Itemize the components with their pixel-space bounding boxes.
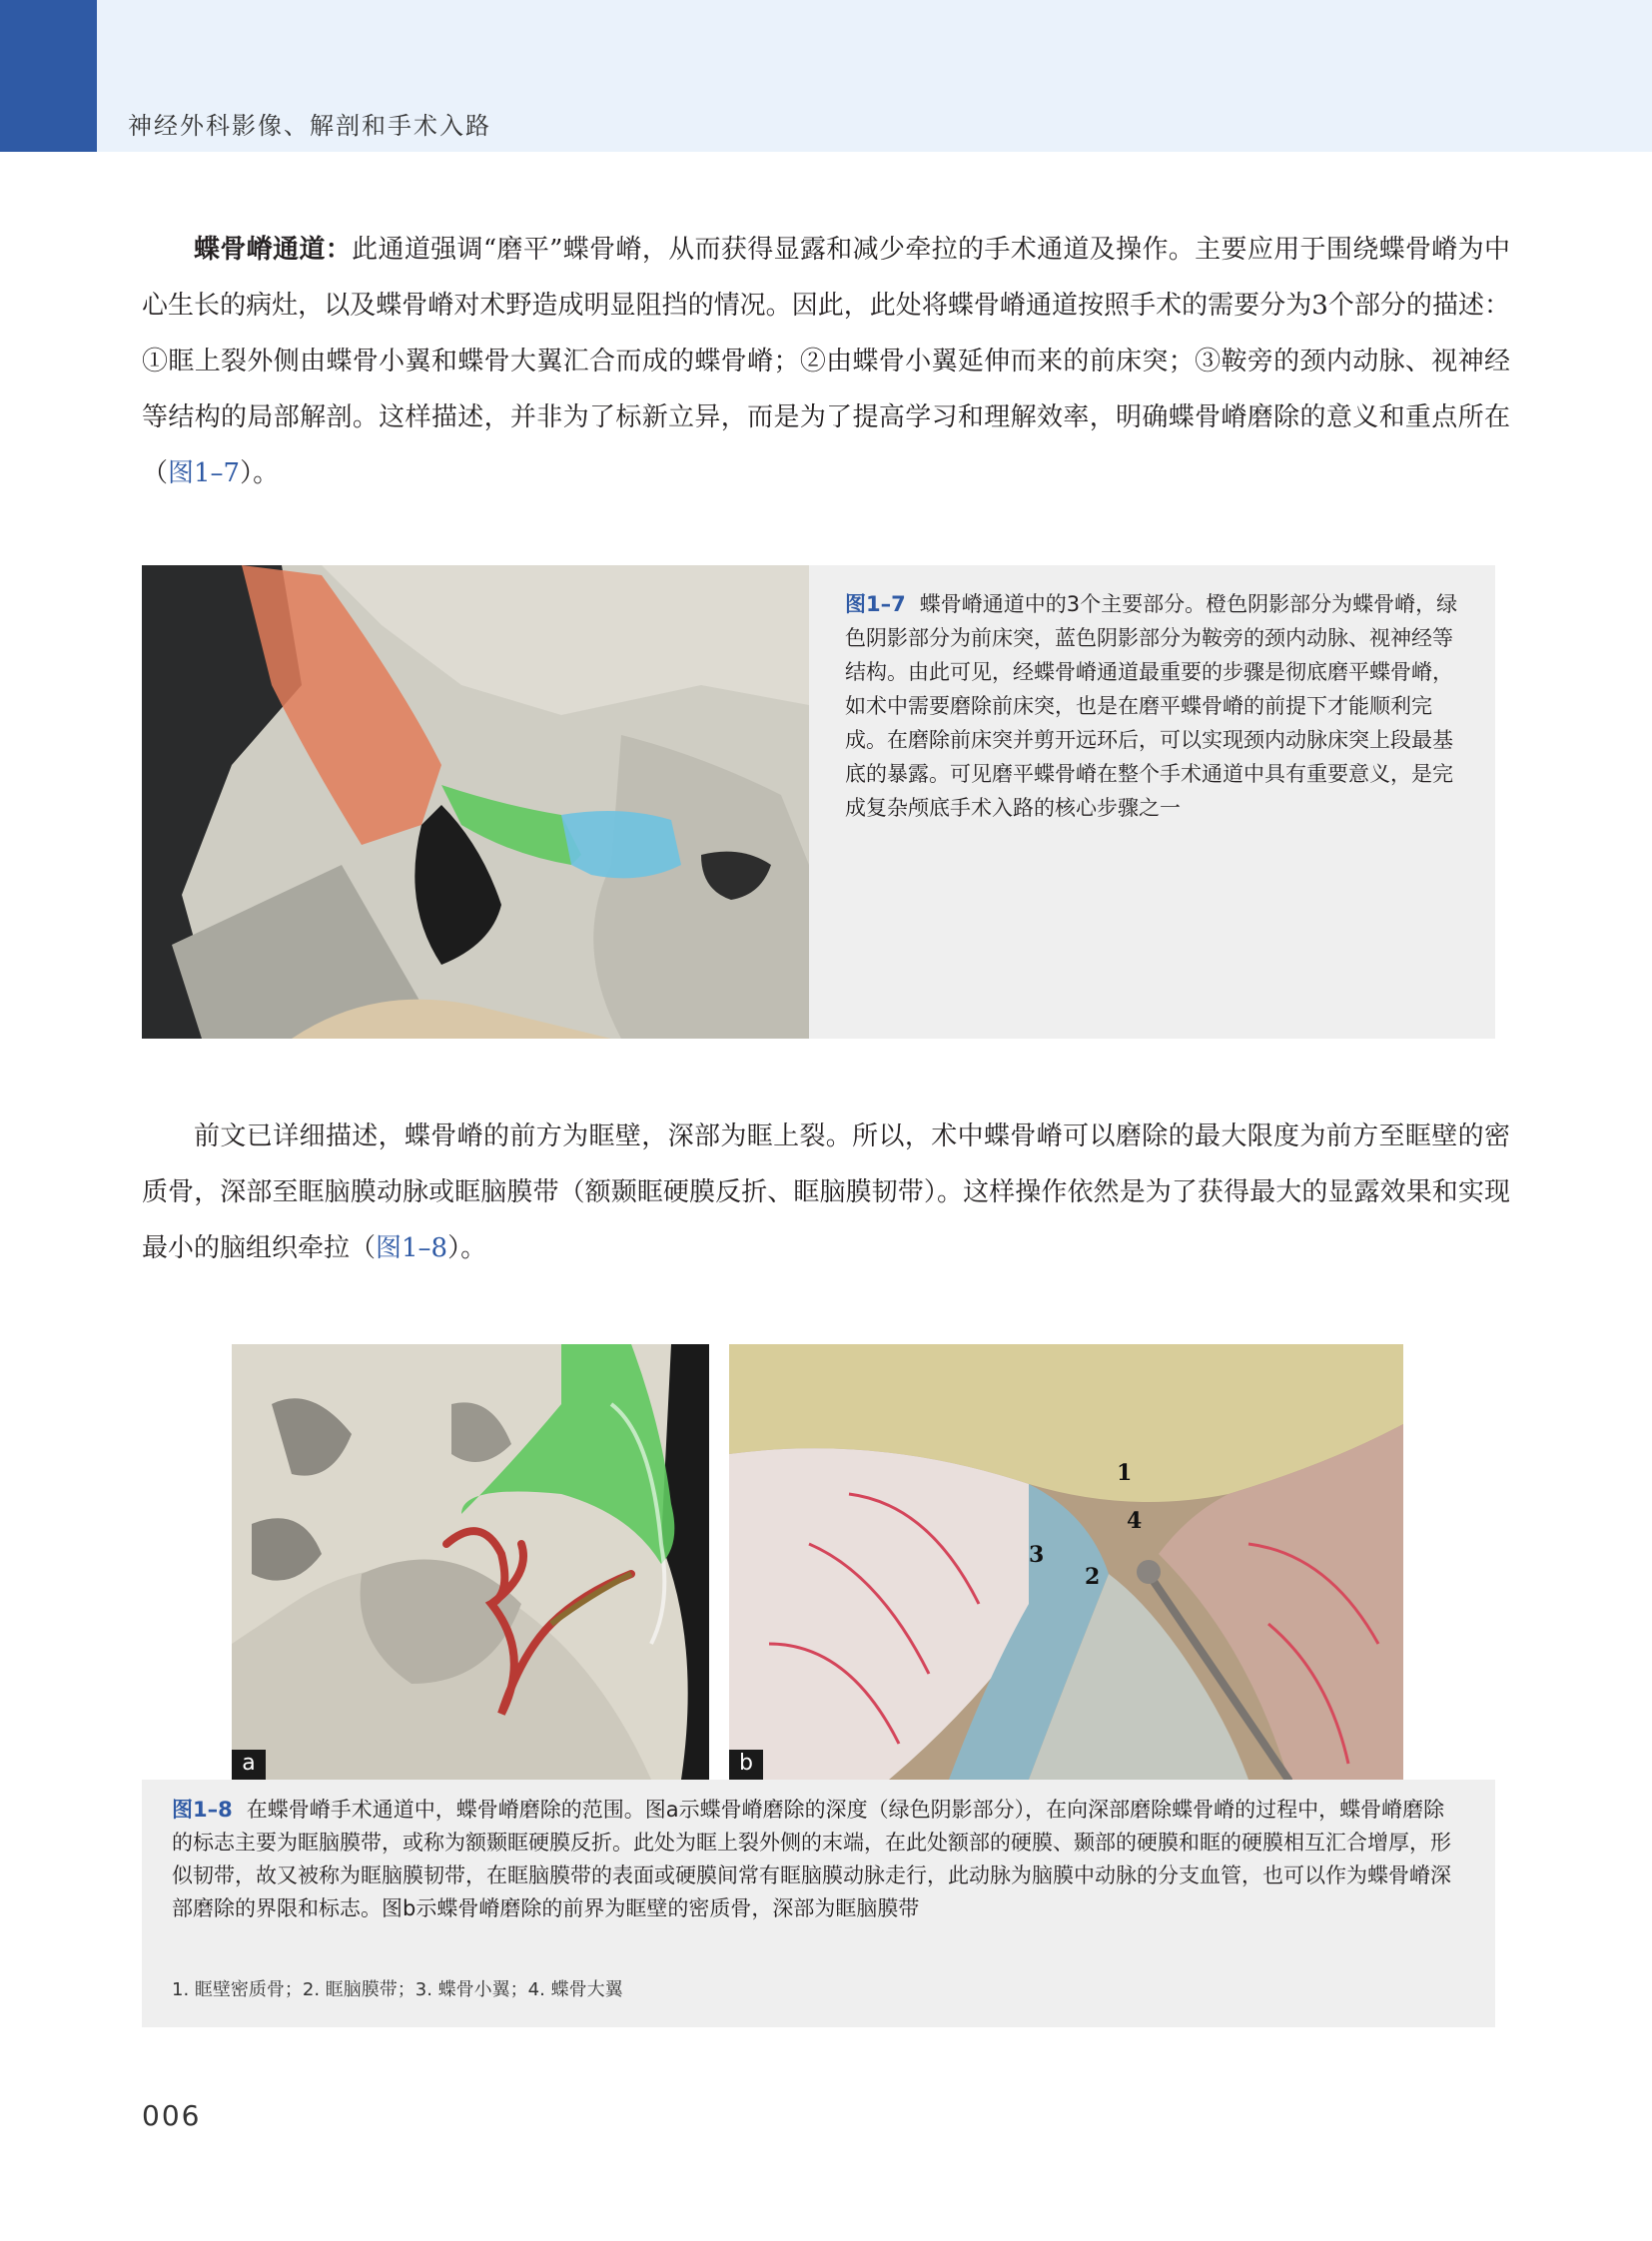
paragraph-tail: ）。: [240, 458, 280, 488]
figure-1-7-image: [142, 565, 809, 1039]
figure-reference-link[interactable]: 图1–7: [168, 458, 241, 488]
label-3: 3: [1029, 1542, 1045, 1568]
label-1: 1: [1117, 1460, 1133, 1486]
running-header: 神经外科影像、解剖和手术入路: [128, 112, 491, 140]
figure-legend: 1. 眶壁密质骨；2. 眶脑膜带；3. 蝶骨小翼；4. 蝶骨大翼: [172, 1979, 623, 2000]
figure-label: 图1–8: [172, 1798, 233, 1822]
paragraph-tail: ）。: [447, 1233, 487, 1263]
label-2: 2: [1085, 1564, 1101, 1590]
figure-1-7-caption: [845, 587, 1466, 825]
figure-1-8-caption: [172, 1794, 1465, 1925]
figure-label: 图1–7: [845, 592, 906, 616]
figure-1-8a: [232, 1344, 709, 1780]
label-4: 4: [1127, 1508, 1143, 1534]
figure-1-8a-image: [232, 1344, 709, 1780]
paragraph-sphenoid-ridge: [142, 222, 1510, 501]
panel-label-a: a: [232, 1750, 266, 1780]
figure-1-8b: [729, 1344, 1403, 1780]
panel-label-b: b: [729, 1750, 763, 1780]
figure-caption-text: 在蝶骨嵴手术通道中，蝶骨嵴磨除的范围。图a示蝶骨嵴磨除的深度（绿色阴影部分），在向深部磨除蝶骨嵴的过程中，蝶骨嵴磨除的标志主要为眶脑膜带，或称为额颞眶硬膜反折。此处为眶上裂外侧的末端，在此处额部的硬膜、颞部的硬膜和眶的硬膜相互汇合增厚，形似韧带，故又被称为眶脑膜韧带，在眶脑膜带的表面或硬膜间常有眶脑膜动脉走行，此动脉为脑膜中动脉的分支血管，也可以作为蝶骨嵴深部磨除的界限和标志。图b示蝶骨嵴磨除的前界为眶壁的密质骨，深部为眶脑膜带: [172, 1798, 1451, 1920]
paragraph-body: 前文已详细描述，蝶骨嵴的前方为眶壁，深部为眶上裂。所以，术中蝶骨嵴可以磨除的最大限度为前方至眶壁的密质骨，深部至眶脑膜动脉或眶脑膜带（额颞眶硬膜反折、眶脑膜韧带）。这样操作依然是为了获得最大的显露效果和实现最小的脑组织牵拉（: [142, 1121, 1510, 1263]
blue-overlay-parasellar: [561, 811, 681, 878]
paragraph-body: 此通道强调“磨平”蝶骨嵴，从而获得显露和减少牵拉的手术通道及操作。主要应用于围绕蝶骨嵴为中心生长的病灶，以及蝶骨嵴对术野造成明显阻挡的情况。因此，此处将蝶骨嵴通道按照手术的需要分为3个部分的描述：①眶上裂外侧由蝶骨小翼和蝶骨大翼汇合而成的蝶骨嵴；②由蝶骨小翼延伸而来的前床突；③鞍旁的颈内动脉、视神经等结构的局部解剖。这样描述，并非为了标新立异，而是为了提高学习和理解效率，明确蝶骨嵴磨除的意义和重点所在（: [142, 235, 1510, 488]
figure-1-8b-image: [729, 1344, 1403, 1780]
figure-1-7: [142, 565, 1495, 1039]
paragraph-lead: 蝶骨嵴通道：: [194, 235, 353, 265]
paragraph-resection-extent: [142, 1109, 1510, 1276]
header-accent-bar: [0, 0, 97, 152]
figure-1-8-caption-box: [142, 1780, 1495, 2027]
figure-caption-text: 蝶骨嵴通道中的3个主要部分。橙色阴影部分为蝶骨嵴，绿色阴影部分为前床突，蓝色阴影部分为鞍旁的颈内动脉、视神经等结构。由此可见，经蝶骨嵴通道最重要的步骤是彻底磨平蝶骨嵴，如术中需要磨除前床突，也是在磨平蝶骨嵴的前提下才能顺利完成。在磨除前床突并剪开远环后，可以实现颈内动脉床突上段最基底的暴露。可见磨平蝶骨嵴在整个手术通道中具有重要意义，是完成复杂颅底手术入路的核心步骤之一: [845, 592, 1458, 820]
page-number: 006: [142, 2099, 202, 2132]
figure-reference-link[interactable]: 图1–8: [376, 1233, 448, 1263]
